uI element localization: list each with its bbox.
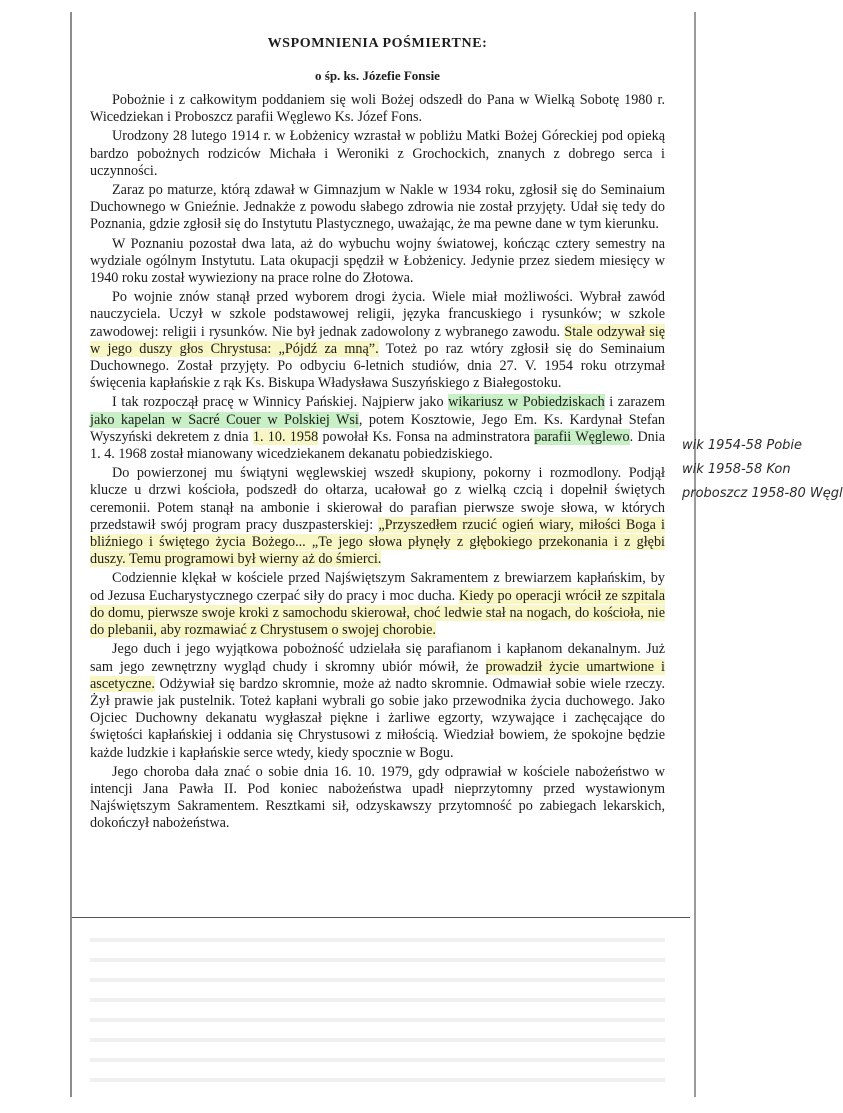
- page-cut-line: [72, 917, 690, 918]
- paragraph-4: W Poznaniu pozostał dwa lata, aż do wybuchu wojny światowej, kończąc cztery semestry na wydziale ogólnym Instytutu. Lata okupacji spędził w Łobżenicy. Jedynie przez siedem miesięcy w 1940 roku został wywieziony na prace rolne do Złotowa.: [90, 235, 665, 287]
- document-body: [90, 30, 665, 835]
- paragraph-9-text: Jego duch i jego wyjątkowa pobożność udzielała się parafianom i kapłanom dekanalnym. Już sam jego zewnętrzny wygląd chudy i skromny ubiór mówił, że: [90, 641, 665, 675]
- page-title: WSPOMNIENIA POŚMIERTNE:: [267, 36, 488, 51]
- highlight-yellow: Kiedy po operacji wrócił ze szpitala do domu, pierwsze swoje kroki z samochodu skierował, choć ledwie stał na nogach, do kościoła, nie do plebanii, aby rozmawiać z Chrystusem o swojej chorobie.: [90, 587, 666, 639]
- paragraph-6-text: I tak rozpoczął pracę w Winnicy Pańskiej. Najpierw jako: [112, 394, 449, 411]
- highlight-yellow: prowadził życie umartwione i ascetyczne.: [90, 658, 665, 692]
- highlight-yellow: „Przyszedłem rzucić ogień wiary, miłości Boga i bliźniego i świętego życia Bożego... „Te jego słowa płynęły z głębokiego przekonania i z głębi duszy. Temu programowi był wierny aż do śmierci.: [90, 516, 665, 568]
- margin-note: wik 1958-58 Kon: [682, 462, 791, 477]
- paragraph-6-text: . Dnia 1. 4. 1968 został mianowany wicedziekanem dekanatu pobiedziskiego.: [90, 428, 666, 463]
- page-subtitle: o śp. ks. Józefie Fonsie: [315, 68, 440, 83]
- paragraph-6-text: , potem Kosztowie, Jego Em. Ks. Kardynał Stefan Wyszyński dekretem z dnia: [90, 411, 665, 445]
- paragraph-6: [90, 394, 665, 463]
- paragraph-10: Jego choroba dała znać o sobie dnia 16. 10. 1979, gdy odprawiał w kościele nabożeństwo w intencji Jana Pawła II. Pod koniec nabożeństwa upadł nieprzytomny przed wystawionym Najświętszym Sakramentem. Resztkami sił, odzyskawszy przytomność po zabiegach lekarskich, dokończył nabożeństwa.: [90, 763, 665, 832]
- margin-notes: [682, 438, 843, 510]
- paragraph-8-text: Codziennie klękał w kościele przed Najświętszym Sakramentem z brewiarzem kapłańskim, by od Jezusa Eucharystycznego czerpać siły do pracy i moc ducha.: [90, 570, 665, 604]
- paragraph-7-text: Do powierzonej mu świątyni węglewskiej wszedł skupiony, pokorny i rozmodlony. Podjął klucze u drzwi kościoła, podszedł do ołtarza, ucałował go z wielką czcią i dopełnił świętych ceremonii. Potem stanął na ambonie i skierował do parafian pierwsze swoje słowa, w których przedstawił swój program pracy duszpasterskiej:: [90, 465, 665, 533]
- paragraph-5-text: Po wojnie znów stanął przed wyborem drogi życia. Wiele miał możliwości. Wybrał zawód nauczyciela. Uczył w szkole podstawowej religii, języka francuskiego i rysunków; w szkole zawodowej: religii i rysunków. Nie był jednak zadowolony z wybranego zawodu.: [90, 289, 665, 340]
- highlight-yellow: 1. 10. 1958: [252, 428, 319, 445]
- highlight-green: parafii Węglewo: [534, 428, 630, 445]
- paragraph-2: Urodzony 28 lutego 1914 r. w Łobżenicy wzrastał w pobliżu Matki Bożej Góreckiej pod opieką bardzo pobożnych rodziców Michała i Weroniki z Grochockich, znanych z dobrego serca i uczynności.: [90, 128, 665, 179]
- paragraph-8: [90, 570, 665, 639]
- paragraph-1: Pobożnie i z całkowitym poddaniem się woli Bożej odszedł do Pana w Wielką Sobotę 1980 r. Wicedziekan i Proboszcz parafii Węglewo Ks. Józef Fons.: [90, 92, 665, 126]
- highlight-yellow: Stale odzywał się w jego duszy głos Chrystusa: „Pójdź za mną”.: [90, 323, 665, 357]
- paragraph-6-text: powołał Ks. Fonsa na adminstratora: [318, 428, 535, 445]
- highlight-green: jako kapelan w Sacré Couer w Polskiej Wsi: [90, 411, 359, 428]
- margin-note: wik 1954-58 Pobie: [682, 438, 803, 453]
- paragraph-9-text: Odżywiał się bardzo skromnie, może aż nadto skromnie. Odmawiał sobie wiele rzeczy. Żył prawie jak pustelnik. Toteż kapłani wybrali go sobie jako przewodnika życia duchowego. Jako Ojciec Duchowny dekanatu wygłaszał piękne i żarliwe egzorty, wzywające i zachęcające do świętości kapłańskiej i oddania się Chrystusowi z miłością. Wiedział bowiem, że spokojne będzie każde ludzkie i kapłańskie serce wtedy, kiedy spocznie w Bogu.: [90, 675, 665, 761]
- bleed-through-text: [90, 924, 665, 1054]
- paragraph-7: [90, 465, 665, 568]
- paragraph-5-text: Toteż po raz wtóry zgłosił się do Seminaium Duchownego. Został przyjęty. Po odbyciu 6-letnich studiów, dnia 27. V. 1954 roku otrzymał święcenia kapłańskie z rąk Ks. Biskupa Władysława Suszyńskiego z Białegostoku.: [90, 340, 666, 392]
- paragraph-6-text: i zarazem: [604, 394, 666, 411]
- paragraph-3: Zaraz po maturze, którą zdawał w Gimnazjum w Nakle w 1934 roku, zgłosił się do Seminaium Duchownego w Gnieźnie. Jednakże z powodu słabego zdrowia nie został przyjęty. Udał się tedy do Poznania, gdzie zgłosił się do Instytutu Plastycznego, uważając, że ma pewne dane w tym kierunku.: [90, 182, 665, 233]
- margin-note: proboszcz 1958-80 Węgl: [682, 486, 843, 501]
- paragraph-5: [90, 289, 665, 392]
- paragraph-9: [90, 641, 665, 761]
- highlight-green: wikariusz w Pobiedziskach: [448, 394, 605, 411]
